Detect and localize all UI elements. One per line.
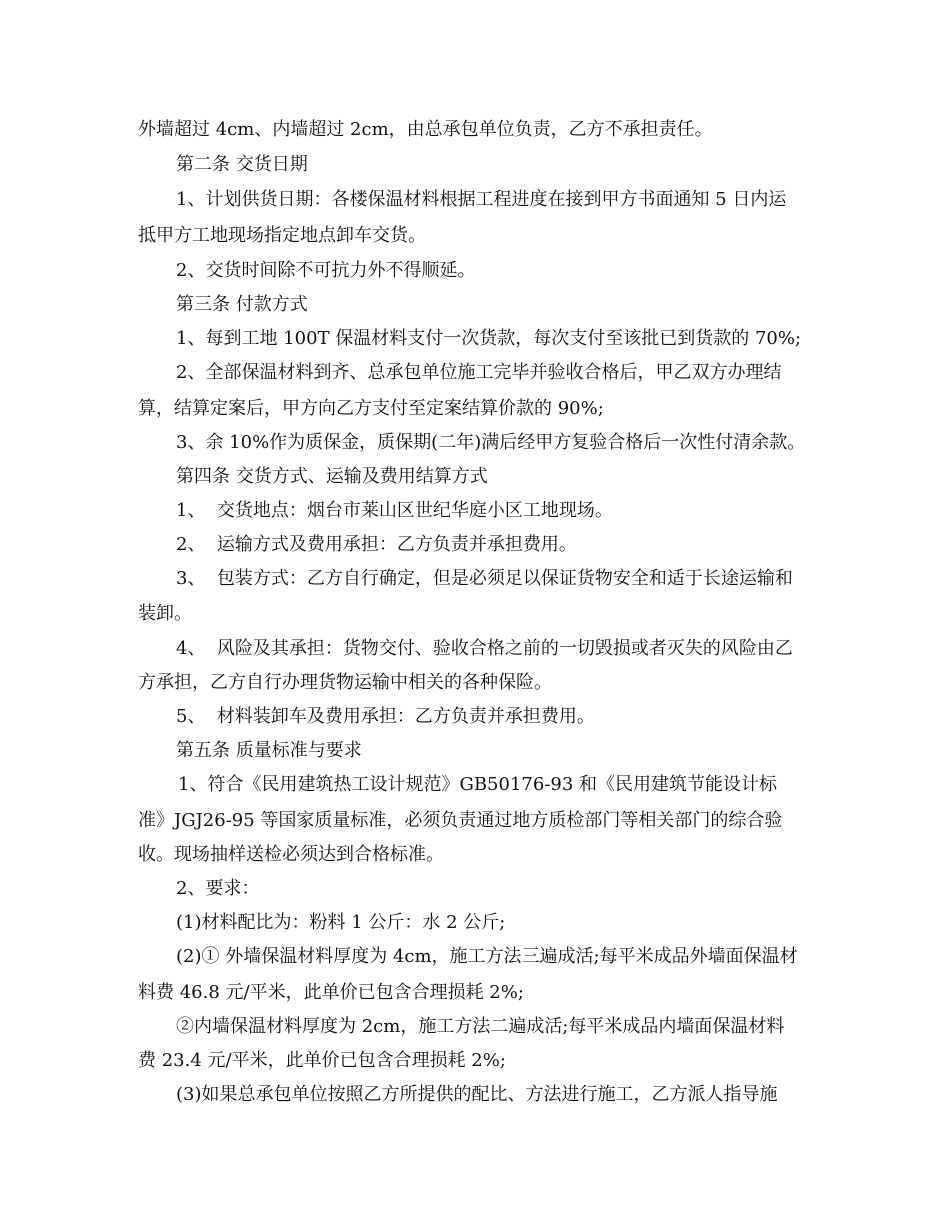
text-line: 方承担，乙方自行办理货物运输中相关的各种保险。 bbox=[138, 672, 552, 693]
text-line: 装卸。 bbox=[138, 603, 192, 624]
text-line: 抵甲方工地现场指定地点卸车交货。 bbox=[138, 225, 426, 246]
text-line: 4、 风险及其承担：货物交付、验收合格之前的一切毁损或者灭失的风险由乙 bbox=[176, 638, 793, 659]
article-heading: 第四条 交货方式、运输及费用结算方式 bbox=[176, 466, 488, 487]
article-heading: 第五条 质量标准与要求 bbox=[176, 740, 362, 761]
text-line: 1、每到工地 100T 保温材料支付一次货款，每次支付至该批已到货款的 70%; bbox=[176, 328, 802, 349]
text-line: 1、符合《民用建筑热工设计规范》GB50176-93 和《民用建筑节能设计标 bbox=[178, 774, 778, 795]
text-line: 收。现场抽样送检必须达到合格标准。 bbox=[138, 844, 444, 865]
text-line: 5、 材料装卸车及费用承担：乙方负责并承担费用。 bbox=[176, 706, 595, 727]
text-line: 2、交货时间除不可抗力外不得顺延。 bbox=[176, 260, 476, 281]
text-line: 1、 交货地点：烟台市莱山区世纪华庭小区工地现场。 bbox=[176, 500, 613, 521]
text-line: (2)① 外墙保温材料厚度为 4cm，施工方法三遍成活;每平米成品外墙面保温材 bbox=[176, 946, 798, 967]
text-line: 2、 运输方式及费用承担：乙方负责并承担费用。 bbox=[176, 534, 577, 555]
text-line: 3、 包装方式：乙方自行确定，但是必须足以保证货物安全和适于长途运输和 bbox=[176, 568, 793, 589]
text-line: 准》JGJ26-95 等国家质量标准，必须负责通过地方质检部门等相关部门的综合验 bbox=[138, 810, 783, 831]
text-line: (3)如果总承包单位按照乙方所提供的配比、方法进行施工，乙方派人指导施 bbox=[176, 1084, 778, 1105]
text-line: ②内墙保温材料厚度为 2cm，施工方法二遍成活;每平米成品内墙面保温材料 bbox=[176, 1016, 785, 1037]
text-line: 2、全部保温材料到齐、总承包单位施工完毕并验收合格后，甲乙双方办理结 bbox=[176, 362, 782, 383]
text-line: (1)材料配比为：粉料 1 公斤：水 2 公斤; bbox=[176, 912, 506, 933]
text-line: 算，结算定案后，甲方向乙方支付至定案结算价款的 90%; bbox=[138, 398, 604, 419]
text-line: 费 23.4 元/平米，此单价已包含合理损耗 2%; bbox=[138, 1050, 506, 1071]
text-line: 3、余 10%作为质保金，质保期(二年)满后经甲方复验合格后一次性付清余款。 bbox=[176, 432, 806, 453]
article-heading: 第三条 付款方式 bbox=[176, 294, 308, 315]
text-line: 1、计划供货日期：各楼保温材料根据工程进度在接到甲方书面通知 5 日内运 bbox=[176, 189, 787, 210]
text-line: 外墙超过 4cm、内墙超过 2cm，由总承包单位负责，乙方不承担责任。 bbox=[138, 119, 713, 140]
text-line: 料费 46.8 元/平米，此单价已包含合理损耗 2%; bbox=[138, 982, 524, 1003]
text-line: 2、要求： bbox=[176, 878, 260, 899]
article-heading: 第二条 交货日期 bbox=[176, 154, 308, 175]
